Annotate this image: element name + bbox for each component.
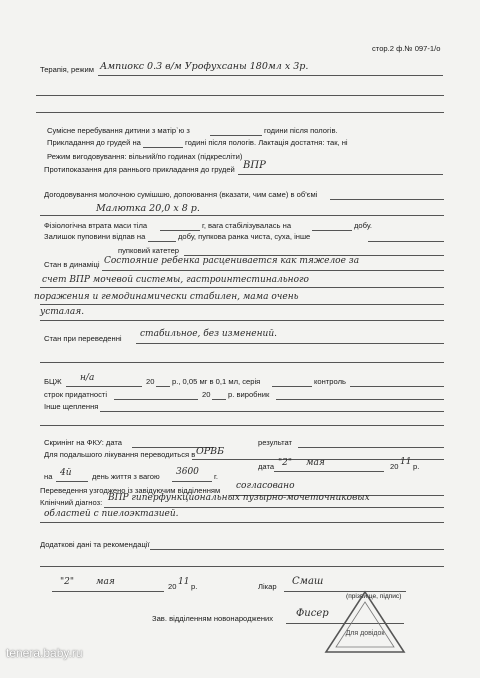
- stamp-text: Для довідок: [345, 630, 385, 637]
- dynamics-value-1: Состояние ребенка расценивается как тяжелое за: [104, 256, 360, 266]
- bcg-line: [66, 386, 142, 387]
- sign-year: 11: [178, 577, 190, 587]
- weight-unit: г.: [214, 472, 218, 481]
- expiry-year-line: [212, 399, 226, 400]
- expiry-line: [114, 399, 198, 400]
- supplement-line-2: [40, 215, 444, 216]
- expiry-label: строк придатності: [44, 390, 108, 399]
- sign-day: "2": [60, 577, 75, 587]
- dynamics-value-3: поражения и гемодинамически стабилен, мама очень: [34, 292, 299, 302]
- weight-loss-suffix: добу.: [354, 221, 372, 230]
- transferred-to-label: Для подальшого лікування переводиться в: [44, 450, 196, 459]
- diagnosis-label: Клінічний діагноз:: [40, 498, 103, 507]
- bcg-control-line: [350, 386, 444, 387]
- expiry-year: 20: [202, 390, 211, 399]
- bcg-year: 20: [146, 377, 155, 386]
- extra-line: [150, 549, 444, 550]
- transfer-state-line-2: [40, 362, 444, 363]
- therapy-line-3: [36, 112, 444, 113]
- contra-line: [238, 174, 443, 175]
- sign-year-suffix: р.: [191, 582, 198, 591]
- feeding-mode: Режим вигодовування: вільний/по годинах (підкресліти): [47, 152, 243, 161]
- screening-label: Скринінг на ФКУ: дата: [44, 438, 123, 447]
- screening-result-line: [298, 447, 444, 448]
- signature-caption: (прізвище, підпис): [346, 593, 402, 600]
- contra-value: ВПР: [243, 160, 266, 171]
- transferred-to-value: ОРВБ: [196, 446, 225, 457]
- hospital-stamp: [322, 588, 408, 658]
- weight-stabilized-line: [312, 230, 352, 231]
- watermark: tenera.baby.ru: [6, 646, 83, 660]
- therapy-value: Ампиокс 0.3 в/м Урофухсаны 180мл х 3р.: [100, 61, 309, 72]
- supplement-label: Догодовування молочною сумішшю, допоювання (вказати, чим саме) в об'ємі: [44, 190, 318, 199]
- dynamics-value-2: счет ВПР мочевой системы, гастроинтестинального: [42, 275, 309, 285]
- weight-loss-line: [160, 230, 200, 231]
- bcg-series-line: [272, 386, 312, 387]
- date-label: дата: [258, 462, 275, 471]
- transfer-state-label: Стан при переведенні: [44, 334, 122, 343]
- manufacturer-line: [276, 399, 444, 400]
- weight-value: 3600: [176, 467, 199, 477]
- day-of-life: 4й: [60, 468, 72, 478]
- transfer-state-line: [136, 343, 444, 344]
- contra-label: Протипоказання для раннього прикладання до грудей: [44, 165, 235, 174]
- doctor-label: Лікар: [258, 582, 277, 591]
- screening-result-label: результат: [258, 438, 293, 447]
- date-month: мая: [306, 458, 325, 468]
- bcg-value: н/а: [80, 373, 95, 383]
- bcg-label: БЦЖ: [44, 377, 62, 386]
- head-sign: Фисер: [296, 608, 329, 619]
- na-label: на: [44, 472, 53, 481]
- breast-first-line: [143, 147, 183, 148]
- cord-line: [148, 241, 176, 242]
- head-label: Зав. відділенням новонароджених: [152, 614, 274, 623]
- breast-first-label: Прикладання до грудей на: [47, 138, 141, 147]
- dynamics-line-2: [40, 287, 444, 288]
- weight-loss-label: Фізіологічна втрата маси тіла: [44, 221, 148, 230]
- breast-first-suffix: годині після пологів. Лактація достатня: так, ні: [185, 138, 348, 147]
- therapy-label: Терапія, режим: [40, 65, 94, 74]
- diagnosis-line-1: [104, 507, 444, 508]
- form-code: стор.2 ф.№ 097-1/о: [372, 44, 441, 53]
- transfer-state-value: стабильное, без изменений.: [140, 329, 277, 339]
- bcg-control: контроль: [314, 377, 346, 386]
- dynamics-line-1: [102, 270, 444, 271]
- bcg-year-line: [156, 386, 170, 387]
- cohabitation-label: Сумісне перебування дитини з матір`ю з: [47, 126, 190, 135]
- dynamics-value-4: усталая.: [40, 307, 85, 317]
- therapy-line: [98, 75, 443, 76]
- extra-label: Додаткові дані та рекомендації: [40, 540, 150, 549]
- weight-loss-mid: г, вага стабілізувалась на: [202, 221, 292, 230]
- dynamics-label: Стан в динаміці: [44, 260, 100, 269]
- catheter-label: пупковий катетер: [118, 246, 180, 255]
- expiry-manufacturer: р. виробник: [228, 390, 270, 399]
- bcg-dose: р., 0,05 мг в 0,1 мл, серія: [172, 377, 261, 386]
- other-vacc-line: [100, 411, 444, 412]
- therapy-line-2: [36, 95, 444, 96]
- cord-other-line: [368, 241, 444, 242]
- cohabitation-suffix: години після пологів.: [264, 126, 338, 135]
- weight-line: [172, 481, 212, 482]
- date-year-prefix: 20: [390, 462, 399, 471]
- agreed-label: Переведення узгоджено із завідуючим відділенням: [40, 486, 221, 495]
- diagnosis-line-2: [40, 522, 444, 523]
- cohabitation-line: [210, 135, 262, 136]
- date-day: "2": [278, 458, 293, 468]
- date-year: 11: [400, 457, 412, 467]
- date-line: [274, 471, 384, 472]
- day-life-label: день життя з вагою: [92, 472, 160, 481]
- supplement-value: Малютка 20,0 х 8 р.: [96, 203, 200, 214]
- cord-label: Залишок пуповини відпав на: [44, 232, 146, 241]
- other-vacc-label: Інше щеплення: [44, 402, 99, 411]
- dynamics-line-4: [40, 320, 444, 321]
- dynamics-line-3: [40, 304, 444, 305]
- sign-month: мая: [96, 577, 115, 587]
- doctor-sign: Смаш: [292, 576, 324, 587]
- supplement-line: [330, 199, 444, 200]
- other-vacc-line-2: [40, 425, 444, 426]
- sign-date-line: [52, 591, 164, 592]
- sign-year-prefix: 20: [168, 582, 177, 591]
- agreed-value: согласовано: [236, 481, 295, 491]
- date-year-suffix: р.: [413, 462, 420, 471]
- cord-suffix: добу, пупкова ранка чиста, суха, інше: [178, 232, 311, 241]
- day-of-life-line: [56, 481, 88, 482]
- diagnosis-value-2: областей с пиелоэктазией.: [44, 509, 179, 519]
- diagnosis-value-1: ВПР гиперфункциональных пузырно-мочеточниковых: [108, 493, 370, 503]
- extra-line-2: [40, 566, 444, 567]
